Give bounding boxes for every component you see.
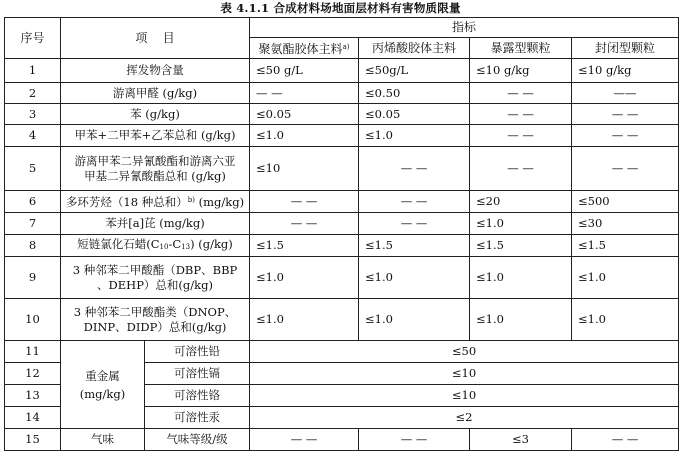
table-row <box>5 429 679 451</box>
cell-value: ≤1.5 <box>572 235 679 257</box>
table-caption: 表 4.1.1 合成材料场地面层材料有害物质限量 <box>220 1 461 15</box>
odor-group: 气味 <box>61 429 145 451</box>
table-row <box>5 299 679 341</box>
cell-value: ≤1.0 <box>572 299 679 341</box>
row-item: 多环芳烃（18 种总和）$^{b)}$ (mg/kg) <box>61 191 250 213</box>
header-no: 序号 <box>5 18 61 59</box>
row-item: 甲苯+二甲苯+乙苯总和 (g/kg) <box>61 125 250 147</box>
cell-value: — — <box>470 147 572 191</box>
cell-value: —— <box>572 83 679 104</box>
header-col-exposed: 暴露型颗粒 <box>470 38 572 59</box>
cell-value: ≤10 <box>250 147 359 191</box>
cell-value: — — <box>250 83 359 104</box>
cell-value: — — <box>470 83 572 104</box>
row-item: 游离甲醛 (g/kg) <box>61 83 250 104</box>
cell-value: ≤1.0 <box>470 213 572 235</box>
cell-value: ≤500 <box>572 191 679 213</box>
row-no: 9 <box>5 257 61 299</box>
cell-value: ≤1.0 <box>470 299 572 341</box>
table-row <box>5 147 679 191</box>
row-no: 3 <box>5 104 61 125</box>
row-no: 6 <box>5 191 61 213</box>
cell-value: — — <box>250 213 359 235</box>
cell-value: ≤1.0 <box>359 125 470 147</box>
header-col-sealed: 封闭型颗粒 <box>572 38 679 59</box>
cell-value: — — <box>359 429 470 451</box>
heavy-metals-group: 重金属 (mg/kg) <box>61 341 145 429</box>
cell-value: ≤1.0 <box>250 257 359 299</box>
cell-value: — — <box>359 213 470 235</box>
cell-value: ≤0.05 <box>250 104 359 125</box>
cell-value: ≤30 <box>572 213 679 235</box>
cell-value: ≤1.0 <box>470 257 572 299</box>
metal-name: 可溶性铬 <box>145 385 250 407</box>
cell-value: ≤1.0 <box>359 257 470 299</box>
row-item: 挥发物含量 <box>61 59 250 83</box>
row-no: 1 <box>5 59 61 83</box>
header-indicator: 指标 <box>250 18 679 38</box>
cell-value: ≤1.0 <box>359 299 470 341</box>
cell-value: ≤50 g/L <box>250 59 359 83</box>
row-item: 苯 (g/kg) <box>61 104 250 125</box>
table-row <box>5 104 679 125</box>
table-row <box>5 125 679 147</box>
table-row <box>5 257 679 299</box>
cell-value: ≤20 <box>470 191 572 213</box>
cell-value: ≤1.5 <box>359 235 470 257</box>
table-row <box>5 341 679 363</box>
row-item: 3 种邻苯二甲酸酯（DBP、BBP 、DEHP）总和(g/kg) <box>61 257 250 299</box>
cell-value: ≤1.5 <box>470 235 572 257</box>
row-item: 短链氯化石蜡$(C_{10}-C_{13})$ (g/kg) <box>61 235 250 257</box>
table-row <box>5 83 679 104</box>
cell-value: ≤1.5 <box>250 235 359 257</box>
row-item: 游离甲苯二异氰酸酯和游离六亚 甲基二异氰酸酯总和 (g/kg) <box>61 147 250 191</box>
metal-limit: ≤10 <box>250 363 679 385</box>
metal-name: 可溶性镉 <box>145 363 250 385</box>
odor-name: 气味等级/级 <box>145 429 250 451</box>
cell-value: — — <box>572 104 679 125</box>
cell-value: — — <box>359 191 470 213</box>
metal-name: 可溶性铅 <box>145 341 250 363</box>
cell-value: — — <box>572 125 679 147</box>
metal-limit: ≤50 <box>250 341 679 363</box>
hazard-limits-table <box>4 17 679 451</box>
cell-value: — — <box>359 147 470 191</box>
table-row <box>5 235 679 257</box>
cell-value: ≤0.50 <box>359 83 470 104</box>
row-no: 13 <box>5 385 61 407</box>
cell-value: ≤1.0 <box>250 299 359 341</box>
cell-value: — — <box>250 429 359 451</box>
row-no: 14 <box>5 407 61 429</box>
row-no: 11 <box>5 341 61 363</box>
row-no: 2 <box>5 83 61 104</box>
cell-value: ≤1.0 <box>250 125 359 147</box>
table-row <box>5 59 679 83</box>
header-col-acrylic: 丙烯酸胶体主料 <box>359 38 470 59</box>
table-row <box>5 191 679 213</box>
table-row <box>5 213 679 235</box>
cell-value: — — <box>470 125 572 147</box>
cell-value: ≤10 g/kg <box>572 59 679 83</box>
row-no: 10 <box>5 299 61 341</box>
cell-value: ≤0.05 <box>359 104 470 125</box>
cell-value: — — <box>470 104 572 125</box>
metal-limit: ≤10 <box>250 385 679 407</box>
row-no: 15 <box>5 429 61 451</box>
cell-value: — — <box>572 429 679 451</box>
header-item: 项 目 <box>61 18 250 59</box>
cell-value: — — <box>572 147 679 191</box>
row-no: 7 <box>5 213 61 235</box>
row-no: 12 <box>5 363 61 385</box>
row-item: 苯并[a]芘 (mg/kg) <box>61 213 250 235</box>
cell-value: ≤3 <box>470 429 572 451</box>
row-item: 3 种邻苯二甲酸酯类（DNOP、 DINP、DIDP）总和(g/kg) <box>61 299 250 341</box>
row-no: 8 <box>5 235 61 257</box>
cell-value: ≤10 g/kg <box>470 59 572 83</box>
cell-value: — — <box>250 191 359 213</box>
metal-limit: ≤2 <box>250 407 679 429</box>
cell-value: ≤50g/L <box>359 59 470 83</box>
cell-value: ≤1.0 <box>572 257 679 299</box>
header-col-pu: 聚氨酯胶体主料$^{a)}$ <box>250 38 359 59</box>
row-no: 4 <box>5 125 61 147</box>
row-no: 5 <box>5 147 61 191</box>
metal-name: 可溶性汞 <box>145 407 250 429</box>
